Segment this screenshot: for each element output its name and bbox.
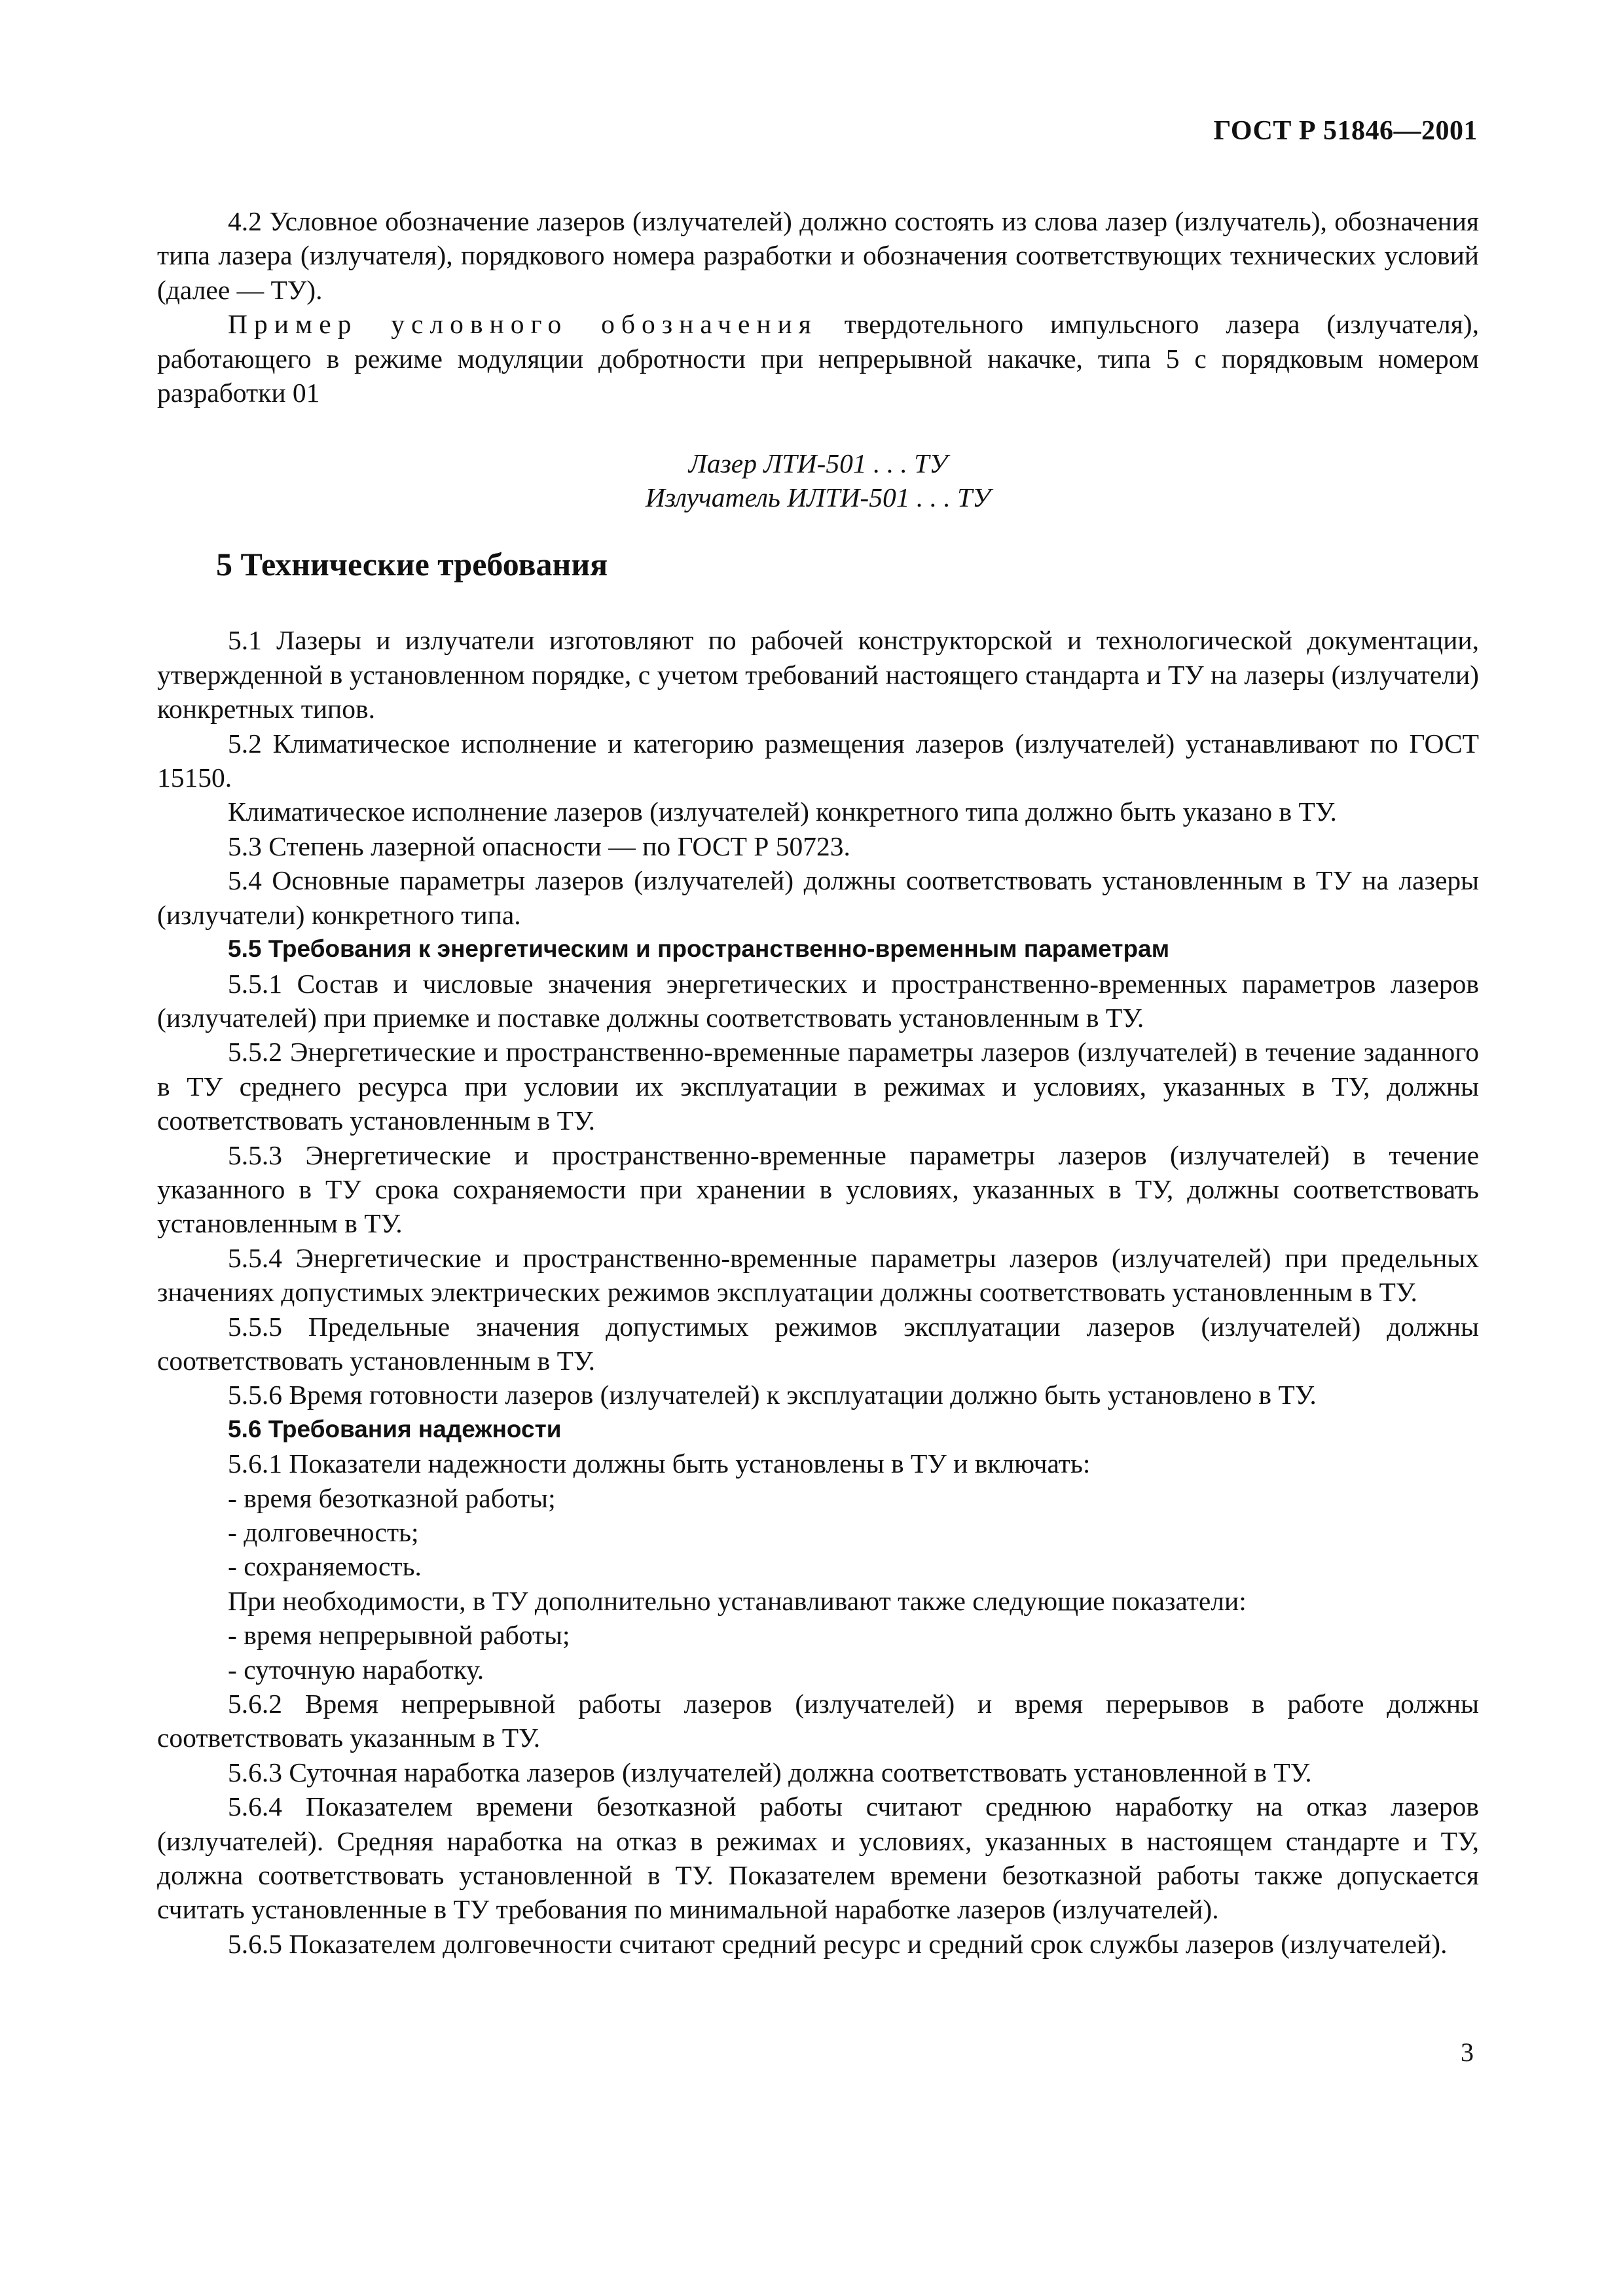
designation-emitter: Излучатель ИЛТИ-501 . . . ТУ [645,482,991,513]
paragraph-5-6-5: 5.6.5 Показателем долговечности считают средний ресурс и средний срок службы лазеров (излучателей). [228,1928,1448,1959]
paragraph-5-3: 5.3 Степень лазерной опасности — по ГОСТ Р 50723. [228,831,850,861]
list-item: - время непрерывной работы; [228,1620,570,1651]
paragraph-5-2: 5.2 Климатическое исполнение и категорию размещения лазеров (излучателей) устанавливают по ГОСТ 15150. [157,728,1479,793]
paragraph-5-5-1: 5.5.1 Состав и числовые значения энергетических и пространственно-временных параметров лазеров (излучателей) при приемке и поставке должны соответствовать установленным в ТУ. [157,968,1479,1033]
subheading-5-5: 5.5 Требования к энергетическим и пространственно-временным параметрам [228,935,1170,963]
paragraph-5-6-4: 5.6.4 Показателем времени безотказной работы считают среднюю наработку на отказ лазеров (излучателей). Средняя наработка на отказ в режимах и условиях, указанных в настоящем стандарте и ТУ, должна соответствовать установленной в ТУ. Показателем времени безотказной работы также допускается считать установленные в ТУ требования по минимальной наработке лазеров (излучателей). [157,1791,1479,1925]
list-item: - суточную наработку. [228,1654,484,1685]
paragraph-4-2: 4.2 Условное обозначение лазеров (излучателей) должно состоять из слова лазер (излучатель), обозначения типа лазера (излучателя), порядкового номера разработки и обозначения соответствующих технических условий (далее — ТУ). [157,206,1479,305]
example-text: твердотельного импульсного лазера (излучателя), работающего в режиме модуляции добротности при непрерывной накачке, типа 5 с порядковым номером разработки 01 [157,309,1479,408]
list-item: - сохраняемость. [228,1551,422,1582]
paragraph-5-5-6: 5.5.6 Время готовности лазеров (излучателей) к эксплуатации должно быть установлено в ТУ. [228,1380,1317,1410]
paragraph-5-6-2: 5.6.2 Время непрерывной работы лазеров (излучателей) и время перерывов в работе должны соответствовать указанным в ТУ. [157,1689,1479,1753]
document-code-header: ГОСТ Р 51846—2001 [1213,116,1478,146]
list-item: - время безотказной работы; [228,1482,556,1513]
designation-laser: Лазер ЛТИ-501 . . . ТУ [688,448,948,479]
example-paragraph [157,307,1479,410]
page-number: 3 [1461,2037,1474,2067]
paragraph-5-2-cont: Климатическое исполнение лазеров (излучателей) конкретного типа должно быть указано в ТУ. [228,797,1337,827]
paragraph-5-5-4: 5.5.4 Энергетические и пространственно-временные параметры лазеров (излучателей) при предельных значениях допустимых электрических режимов эксплуатации должны соответствовать установленным в ТУ. [157,1242,1479,1308]
paragraph-5-5-3: 5.5.3 Энергетические и пространственно-временные параметры лазеров (излучателей) в течение указанного в ТУ срока сохраняемости при хранении в условиях, указанных в ТУ, должны соответствовать установленным в ТУ. [157,1139,1479,1239]
paragraph-5-5-5: 5.5.5 Предельные значения допустимых режимов эксплуатации лазеров (излучателей) должны соответствовать установленным в ТУ. [157,1311,1479,1376]
designation-example [157,446,1479,514]
paragraph-5-4: 5.4 Основные параметры лазеров (излучателей) должны соответствовать установленным в ТУ на лазеры (излучатели) конкретного типа. [157,865,1479,930]
paragraph-5-1: 5.1 Лазеры и излучатели изготовляют по рабочей конструкторской и технологической документации, утвержденной в установленном порядке, с учетом требований настоящего стандарта и ТУ на лазеры (излучатели) конкретных типов. [157,625,1479,725]
paragraph-if-needed: При необходимости, в ТУ дополнительно устанавливают также следующие показатели: [228,1585,1247,1616]
document-body [157,204,1479,1961]
paragraph-5-6-1: 5.6.1 Показатели надежности должны быть установлены в ТУ и включать: [228,1448,1091,1479]
paragraph-5-5-2: 5.5.2 Энергетические и пространственно-временные параметры лазеров (излучателей) в течение заданного в ТУ среднего ресурса при условии их эксплуатации в режимах и условиях, указанных в ТУ, должны соответствовать установленным в ТУ. [157,1037,1479,1136]
subheading-5-6: 5.6 Требования надежности [228,1415,562,1443]
paragraph-5-6-3: 5.6.3 Суточная наработка лазеров (излучателей) должна соответствовать установленной в ТУ. [228,1757,1312,1787]
example-lead: Пример условного обозначения [228,309,818,340]
list-item: - долговечность; [228,1517,419,1547]
section-heading: 5 Технические требования [216,546,608,583]
